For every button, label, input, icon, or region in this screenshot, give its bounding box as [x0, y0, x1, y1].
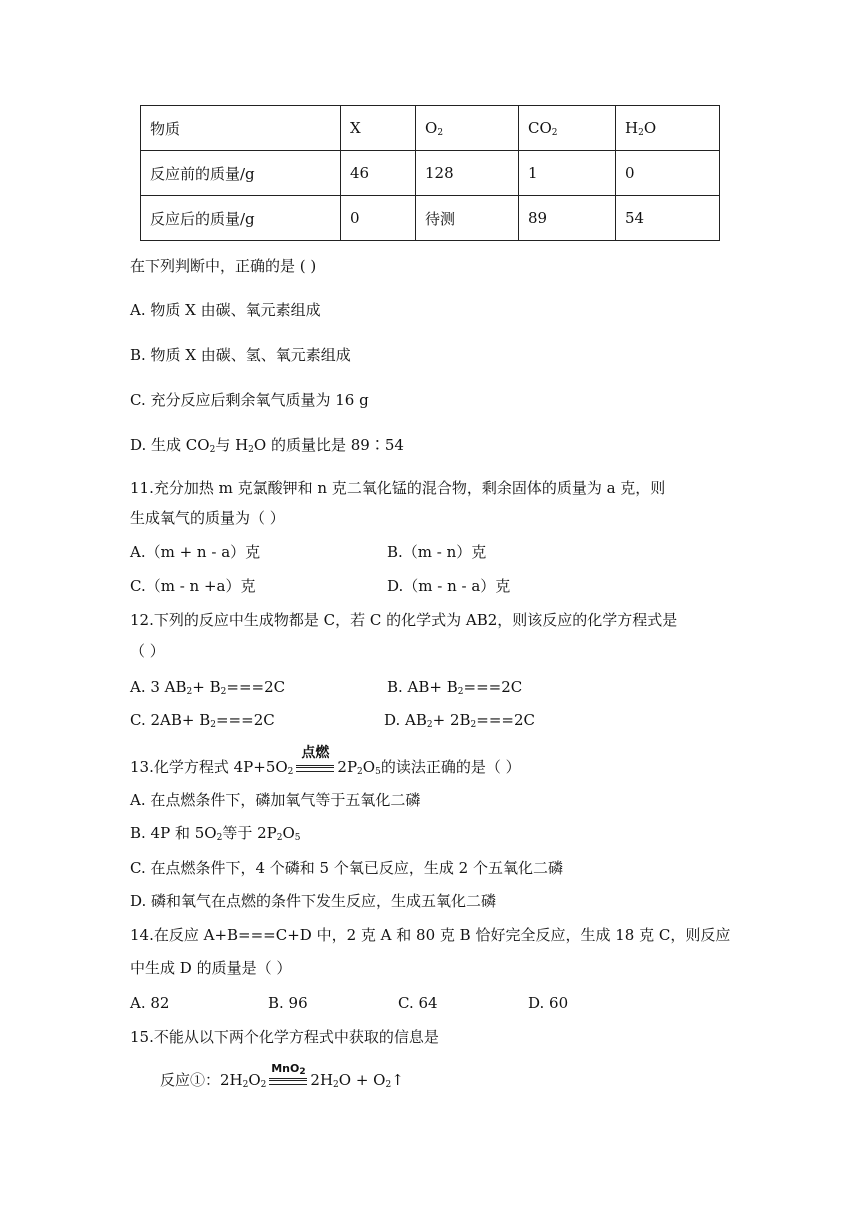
question-stem: 在下列判断中，正确的是 ( )	[130, 257, 317, 275]
option-b: B. 4P 和 $5O_2$等于 $2P_2O_5$	[130, 824, 301, 843]
option-a: A. 物质 X 由碳、氧元素组成	[130, 301, 321, 319]
option-c: C.（m - n +a）克	[130, 577, 256, 595]
table-cell: 0	[341, 196, 416, 241]
option-c: C. 64	[398, 994, 438, 1012]
question-stem: （ ）	[130, 642, 165, 660]
option-d: D. 磷和氧气在点燃的条件下发生反应，生成五氧化二磷	[130, 892, 497, 910]
option-b: B.（m - n）克	[387, 543, 487, 561]
option-b: B. 96	[268, 994, 308, 1012]
option-d: D. 生成 $CO_2$与 $H_2O$ 的质量比是 89∶54	[130, 436, 404, 455]
table-header-cell: $O_2$	[416, 106, 519, 151]
table-cell: 89	[519, 196, 616, 241]
table-header-cell: $H_2O$	[616, 106, 720, 151]
up-arrow-icon: ↑	[391, 1071, 404, 1089]
option-c: C. $2AB+ B_2===2C$	[130, 711, 275, 730]
question-stem: 生成氧气的质量为（ ）	[130, 509, 285, 527]
table-cell: 46	[341, 151, 416, 196]
question-stem: 14.在反应 A+B===C+D 中，2 克 A 和 80 克 B 恰好完全反应，生成 18 克 C，则反应	[130, 926, 731, 944]
option-d: D.（m - n - a）克	[387, 577, 511, 595]
table-cell: 反应前的质量/g	[141, 151, 341, 196]
table-row	[141, 196, 720, 241]
question-stem: 中生成 D 的质量是（ ）	[130, 959, 292, 977]
option-a: A. 在点燃条件下，磷加氧气等于五氧化二磷	[130, 791, 421, 809]
option-d: D. $AB_2+ 2B_2===2C$	[384, 711, 535, 730]
table-header-cell: $CO_2$	[519, 106, 616, 151]
option-a: A. 82	[130, 994, 170, 1012]
table-header-cell: X	[341, 106, 416, 151]
table-cell: 0	[616, 151, 720, 196]
table-header-cell: 物质	[141, 106, 341, 151]
question-stem: 11.充分加热 m 克氯酸钾和 n 克二氧化锰的混合物，剩余固体的质量为 a 克，则	[130, 479, 666, 497]
table-cell: 1	[519, 151, 616, 196]
option-d: D. 60	[528, 994, 569, 1012]
question-stem: 13.化学方程式 $4P+5O_2$ 点燃 $2P_2O_5$的读法正确的是（ ）	[130, 745, 521, 777]
option-a: A. 3 $AB_2+ B_2===2C$	[130, 678, 286, 697]
question-stem: 15.不能从以下两个化学方程式中获取的信息是	[130, 1028, 439, 1046]
mass-table	[140, 105, 720, 241]
table-row	[141, 106, 720, 151]
question-stem: 12.下列的反应中生成物都是 C，若 C 的化学式为 AB2，则该反应的化学方程式是	[130, 611, 678, 629]
option-c: C. 充分反应后剩余氧气质量为 16 g	[130, 391, 369, 409]
option-c: C. 在点燃条件下，4 个磷和 5 个氧已反应，生成 2 个五氧化二磷	[130, 859, 563, 877]
option-a: A.（m + n - a）克	[130, 543, 261, 561]
option-b: B. $AB+ B_2===2C$	[387, 678, 523, 697]
reaction-condition-arrow: 点燃	[294, 757, 336, 777]
reaction-equation: 反应①：$2H_2O_2$ MnO$_2$ $2H_2O$ + $O_2↑$	[160, 1062, 404, 1090]
option-b: B. 物质 X 由碳、氢、氧元素组成	[130, 346, 351, 364]
table-cell: 128	[416, 151, 519, 196]
table-cell: 反应后的质量/g	[141, 196, 341, 241]
table-cell: 待测	[416, 196, 519, 241]
table-row	[141, 151, 720, 196]
reaction-condition-arrow: MnO$_2$	[267, 1070, 309, 1090]
table-cell: 54	[616, 196, 720, 241]
